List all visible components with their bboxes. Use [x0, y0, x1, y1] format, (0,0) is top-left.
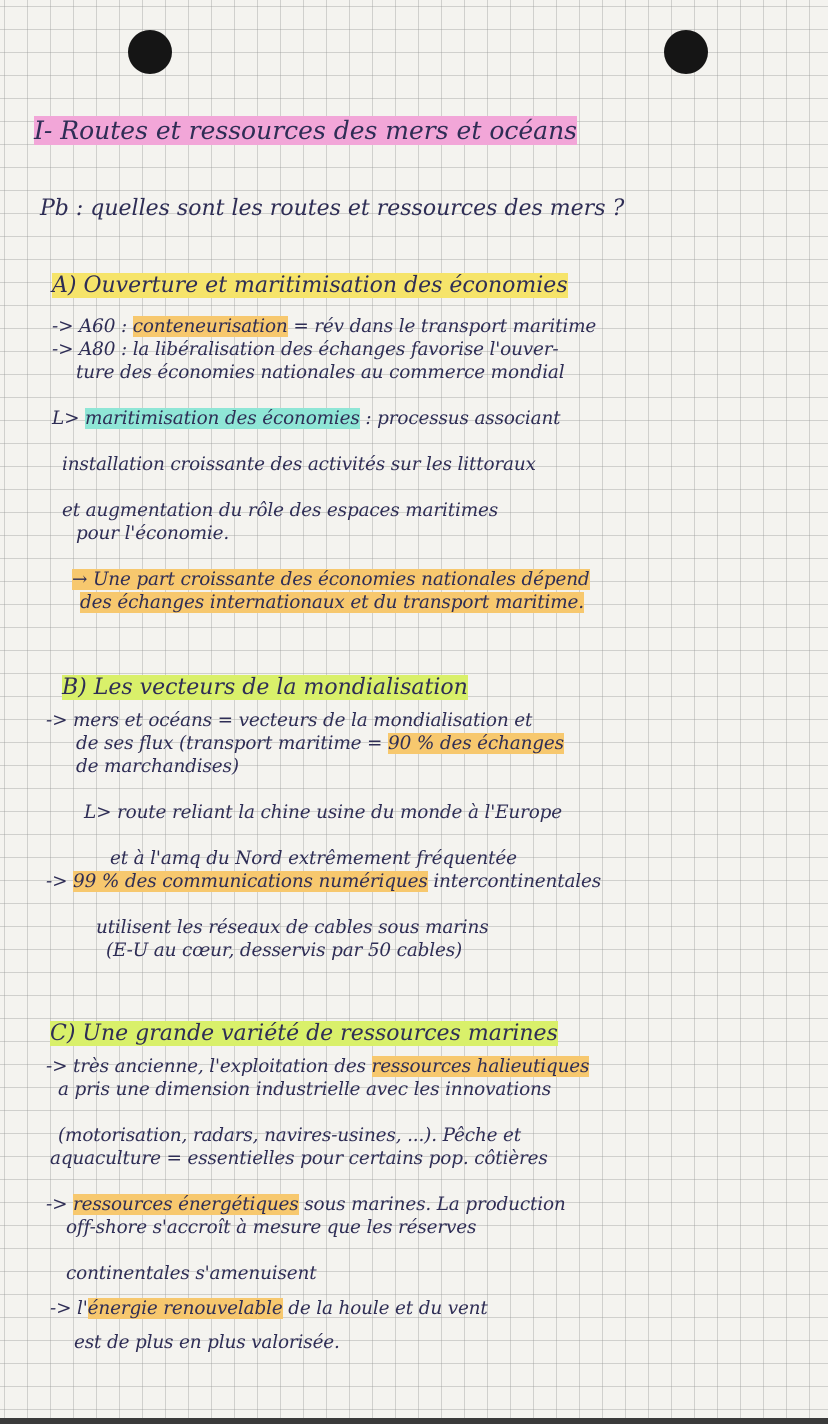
note-line: de ses flux (transport maritime = 90 % des échanges	[76, 733, 564, 754]
page-bottom-edge	[0, 1418, 828, 1424]
title-text: I- Routes et ressources des mers et océans	[34, 116, 578, 145]
section-title	[34, 118, 577, 143]
heading-section-b: B) Les vecteurs de la mondialisation	[62, 675, 468, 700]
note-line: -> A60 : conteneurisation = rév dans le transport maritime	[52, 316, 597, 337]
note-line: aquaculture = essentielles pour certains pop. côtières	[50, 1148, 548, 1169]
note-line: ture des économies nationales au commerce mondial	[76, 362, 565, 383]
problem-statement: Pb : quelles sont les routes et ressources des mers ?	[40, 196, 625, 221]
note-line: pour l'économie.	[76, 523, 230, 544]
note-line: est de plus en plus valorisée.	[74, 1332, 340, 1353]
note-line: (E-U au cœur, desservis par 50 cables)	[106, 940, 463, 961]
note-line: utilisent les réseaux de cables sous marins	[96, 917, 489, 938]
note-line: continentales s'amenuisent	[66, 1263, 317, 1284]
note-line: -> A80 : la libéralisation des échanges favorise l'ouver-	[52, 339, 559, 360]
note-line: (motorisation, radars, navires-usines, ...). Pêche et	[58, 1125, 521, 1146]
note-line: -> 99 % des communications numériques intercontinentales	[46, 871, 602, 892]
heading-section-c: C) Une grande variété de ressources marines	[50, 1021, 558, 1046]
note-line: off-shore s'accroît à mesure que les réserves	[66, 1217, 477, 1238]
binder-hole-left	[128, 30, 172, 74]
note-line: -> l'énergie renouvelable de la houle et du vent	[50, 1298, 488, 1319]
note-line: -> ressources énergétiques sous marines. La production	[46, 1194, 566, 1215]
note-line: L> route reliant la chine usine du monde à l'Europe	[84, 802, 563, 823]
note-line: des échanges internationaux et du transport maritime.	[80, 592, 584, 613]
heading-section-a: A) Ouverture et maritimisation des économies	[52, 273, 568, 298]
note-line: L> maritimisation des économies : processus associant	[52, 408, 561, 429]
note-line: installation croissante des activités sur les littoraux	[62, 454, 536, 475]
binder-hole-right	[664, 30, 708, 74]
note-line: -> mers et océans = vecteurs de la mondialisation et	[46, 710, 533, 731]
note-line: et augmentation du rôle des espaces maritimes	[62, 500, 499, 521]
note-line: → Une part croissante des économies nationales dépend	[72, 569, 590, 590]
note-line: a pris une dimension industrielle avec les innovations	[58, 1079, 552, 1100]
note-line: -> très ancienne, l'exploitation des ressources halieutiques	[46, 1056, 590, 1077]
note-line: et à l'amq du Nord extrêmement fréquentée	[110, 848, 517, 869]
note-line: de marchandises)	[76, 756, 239, 777]
